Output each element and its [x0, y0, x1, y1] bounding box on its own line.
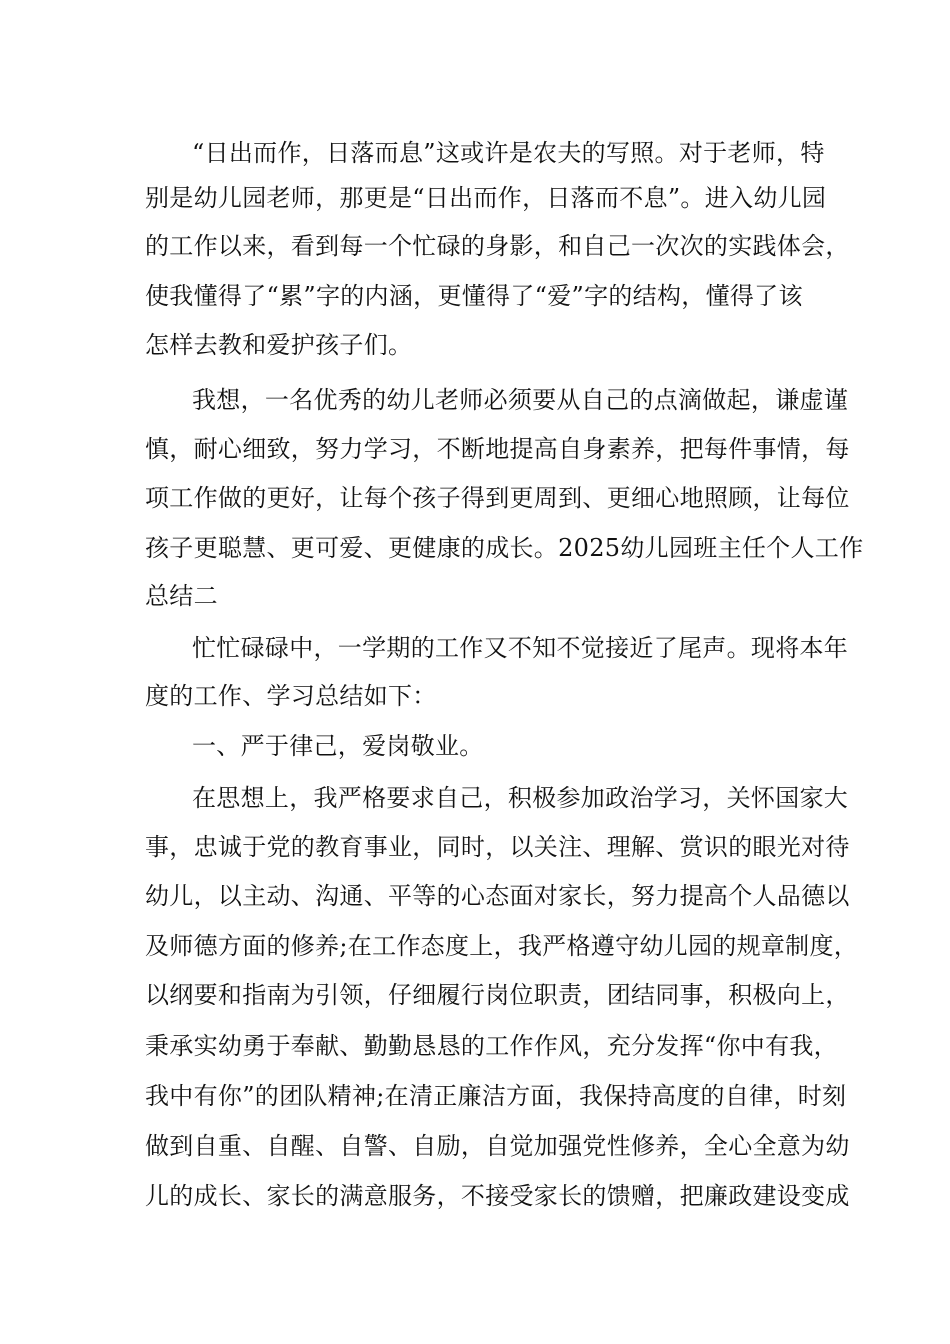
text-line: 做到自重、自醒、自警、自励，自觉加强党性修养，全心全意为幼	[145, 1132, 850, 1160]
text-line: 幼儿，以主动、沟通、平等的心态面对家长，努力提高个人品德以	[145, 882, 850, 910]
text-line: 在思想上，我严格要求自己，积极参加政治学习，关怀国家大	[192, 784, 849, 812]
text-line: 项工作做的更好，让每个孩子得到更周到、更细心地照顾，让每位	[145, 484, 850, 512]
text-line: 别是幼儿园老师，那更是“日出而作，日落而不息”。进入幼儿园	[145, 184, 827, 212]
text-line: 孩子更聪慧、更可爱、更健康的成长。2025幼儿园班主任个人工作	[145, 534, 864, 562]
text-line: 以纲要和指南为引领，仔细履行岗位职责，团结同事，积极向上，	[145, 981, 850, 1009]
text-line: “日出而作，日落而息”这或许是农夫的写照。对于老师，特	[192, 139, 825, 167]
text-line: 事，忠诚于党的教育事业，同时，以关注、理解、赏识的眼光对待	[145, 833, 850, 861]
text-line: 一、严于律己，爱岗敬业。	[192, 732, 484, 760]
text-line: 度的工作、学习总结如下：	[145, 682, 437, 710]
text-line: 慎，耐心细致，努力学习，不断地提高自身素养，把每件事情，每	[145, 435, 850, 463]
text-line: 秉承实幼勇于奉献、勤勤恳恳的工作作风，充分发挥“你中有我，	[145, 1032, 838, 1060]
text-line: 总结二	[145, 582, 218, 610]
text-line: 忙忙碌碌中，一学期的工作又不知不觉接近了尾声。现将本年	[192, 634, 849, 662]
text-line: 我中有你”的团队精神;在清正廉洁方面，我保持高度的自律，时刻	[145, 1082, 847, 1110]
text-line: 使我懂得了“累”字的内涵，更懂得了“爱”字的结构，懂得了该	[145, 282, 803, 310]
text-line: 及师德方面的修养;在工作态度上，我严格遵守幼儿园的规章制度，	[145, 932, 859, 960]
text-line: 儿的成长、家长的满意服务，不接受家长的馈赠，把廉政建设变成	[145, 1182, 850, 1210]
text-line: 怎样去教和爱护孩子们。	[145, 331, 413, 359]
text-line: 的工作以来，看到每一个忙碌的身影，和自己一次次的实践体会，	[145, 232, 850, 260]
text-line: 我想，一名优秀的幼儿老师必须要从自己的点滴做起，谦虚谨	[192, 386, 849, 414]
